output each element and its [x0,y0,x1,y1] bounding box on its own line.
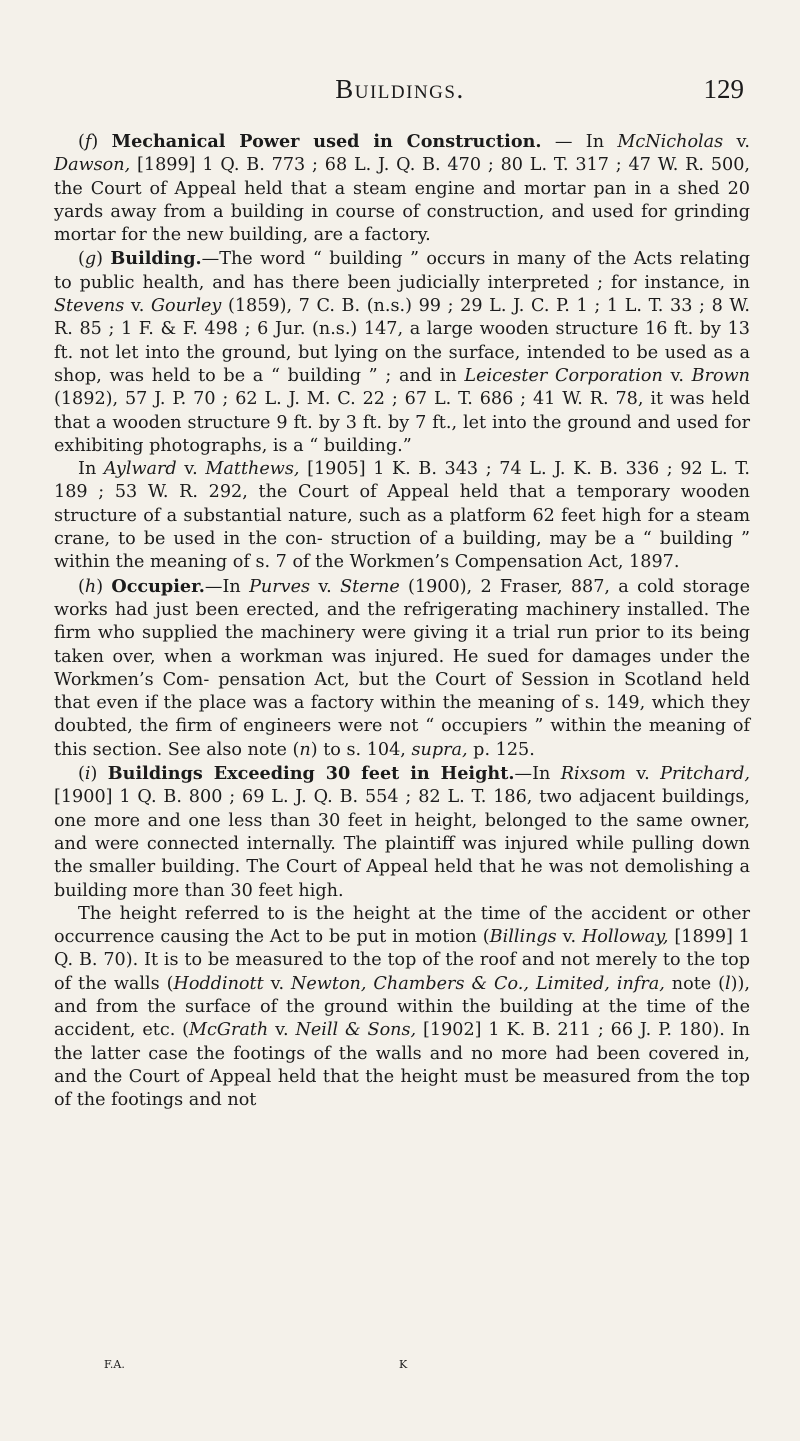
paragraph-building [54,247,750,458]
text-run: ( [78,764,85,785]
paragraph-height-referred [54,903,750,1113]
text-run: — In [541,132,618,152]
text-run: [1899] 1 Q. B. 773 ; 68 L. J. Q. B. 470 ; 80 L. T. 317 ; 47 W. R. 500, the Court of Appeal held that a steam engine and mortar pan in a shed 20 yards away from a building in course of construction, and used for grinding mortar for the new building, are a factory. [54,155,750,246]
italic-text: Sterne [340,576,400,597]
italic-text: Gourley [150,296,222,317]
signature-left: F.A. [104,1358,125,1371]
text-run: —The word “ building ” occurs in many of the Acts relating to public health, and has there been judicially interpreted ; for instance, in [54,249,750,293]
paragraph-mechanical-power [54,130,750,247]
running-title: Buildings. [335,74,465,104]
text-run: (1892), 57 J. P. 70 ; 62 L. J. M. C. 22 ; 67 L. T. 686 ; 41 W. R. 78, it was held that a wooden structure 9 ft. by 3 ft. by 7 ft., let into the ground and used for exhibiting photographs, is a “ building.” [54,389,750,456]
text-run: ( [78,576,85,597]
italic-text: Holloway, [581,927,669,948]
text-run: ) [90,764,108,785]
paragraph-occupier [54,575,750,762]
text-run: v. [263,973,291,994]
paragraph-aylward [54,458,750,574]
text-run: ( [78,132,85,152]
text-run: )), and from the surface of the ground within the building at the time of the accident, etc. ( [54,973,750,1041]
italic-text: McNicholas [617,132,724,152]
section-heading: Buildings Exceeding 30 feet in Height. [107,763,515,785]
italic-text: i [84,764,91,785]
text-run: [1905] 1 K. B. 343 ; 74 L. J. K. B. 336 ; 92 L. T. 189 ; 53 W. R. 292, the Court of Appeal held that a temporary wooden structure of a substantial nature, such as a platform 62 feet high for a steam crane, to be used in the con- struction of a building, may be a “ building ” within the meaning of s. 7 of the Workmen’s Compensation Act, 1897. [54,459,750,573]
text-run: v. [556,927,582,948]
section-heading: Occupier. [111,575,205,597]
text-run: ) to s. 104, [310,739,412,760]
text-run: v. [268,1020,296,1041]
italic-text: Leicester Corporation [464,365,663,386]
text-run: v. [625,764,661,785]
text-run: [1899] 1 Q. B. 70). It is to be measured to the top of the roof and not merely to the top of the walls ( [54,927,750,994]
italic-text: Purves [249,576,311,597]
italic-text: l [725,973,731,994]
text-run: ) [96,249,111,270]
italic-text: f [84,132,92,152]
italic-text: McGrath [189,1020,269,1041]
text-run: v. [723,132,750,152]
text-run: —In [514,764,561,785]
text-run: The height referred to is the height at the time of the accident or other occurrence causing the Act to be put in motion ( [54,903,750,948]
italic-text: Neill & Sons, [295,1020,417,1041]
italic-text: Billings [489,927,557,948]
italic-text: Brown [691,365,750,386]
italic-text: supra, [411,739,468,760]
section-heading: Building. [110,248,202,270]
page-number: 129 [703,74,744,104]
text-run: ( [78,249,85,270]
italic-text: Dawson, [54,155,131,176]
text-run: ) [96,576,112,597]
text-run: (1859), 7 C. B. (n.s.) 99 ; 29 L. J. C. P. 1 ; 1 L. T. 33 ; 8 W. R. 85 ; 1 F. & F. 498 ; 6 Jur. (n.s.) 147, a large wooden structure 16 ft. by 13 ft. not let into the ground, but lying on the surface, intended to be used as a shop, was held to be a “ building ” ; and in [54,296,750,386]
text-run: v. [124,296,151,317]
signature-mark: K [399,1358,408,1371]
italic-text: n [299,739,311,760]
text-run: v. [662,365,692,386]
text-run: v. [310,576,341,597]
body-text [54,130,750,1112]
italic-text: Hoddinott [173,973,264,994]
text-run: ) [91,132,112,152]
text-run: v. [176,459,206,480]
italic-text: Stevens [54,296,125,317]
italic-text: h [84,576,97,597]
paragraph-buildings-exceeding-30-feet [54,762,750,903]
section-heading: Mechanical Power used in Construction. [111,131,542,152]
italic-text: Newton, Chambers & Co., Limited, infra, [291,973,665,994]
italic-text: Matthews, [205,459,300,480]
text-run: note ( [664,973,726,994]
text-run: p. 125. [467,739,535,760]
italic-text: Aylward [103,459,177,480]
italic-text: g [84,249,97,270]
text-run: [1902] 1 K. B. 211 ; 66 J. P. 180). In the latter case the footings of the walls and no more had been covered in, and the Court of Appeal held that the height must be measured from the top of the footings and not [54,1020,750,1111]
text-run: [1900] 1 Q. B. 800 ; 69 L. J. Q. B. 554 ; 82 L. T. 186, two adjacent buildings, one more and one less than 30 feet in height, belonged to the same owner, and were connected internally. The plaintiff was injured while pulling down the smaller building. The Court of Appeal held that he was not demolishing a building more than 30 feet high. [54,787,750,901]
page-footer [54,1358,750,1378]
italic-text: Rixsom [560,764,626,785]
text-run: (1900), 2 Fraser, 887, a cold storage works had just been erected, and the refrigerating machinery installed. The firm who supplied the machinery were giving it a trial run prior to its being taken over, when a workman was injured. He sued for damages under the Workmen’s Com- pensation Act, but the Court of Session in Scotland held that even if the place was a factory within the meaning of s. 149, which they doubted, the firm of engineers were not “ occupiers ” within the meaning of this section. See also note ( [54,576,750,760]
text-run: —In [204,576,250,597]
italic-text: Pritchard, [660,764,751,785]
page-header [54,70,746,110]
text-run: In [78,459,104,480]
